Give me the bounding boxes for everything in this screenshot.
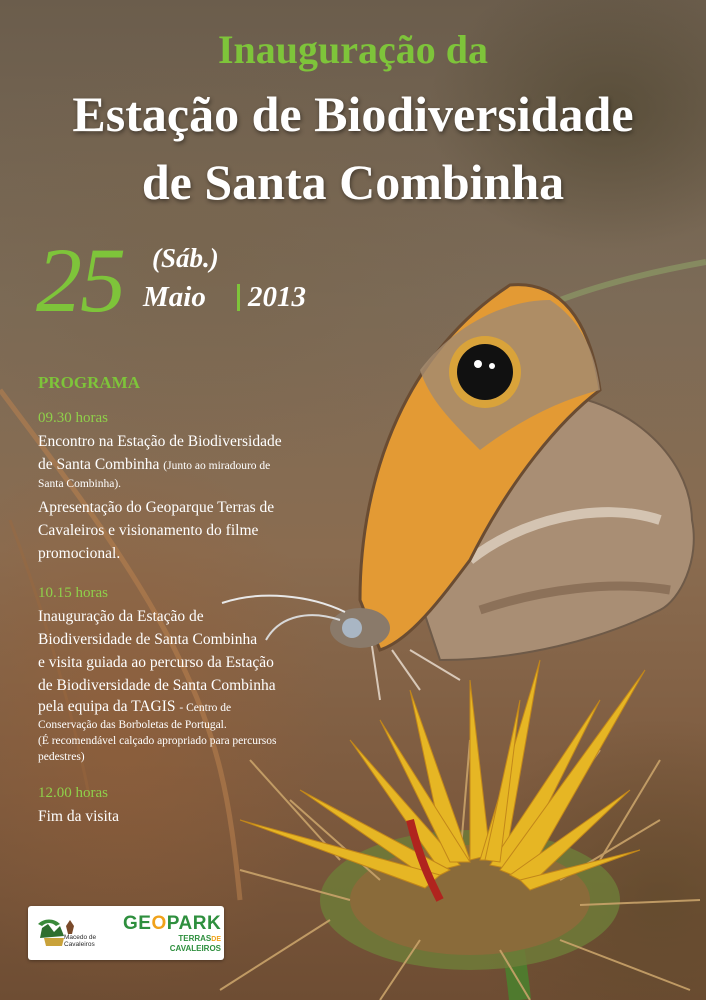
slot-line: Apresentação do Geoparque Terras de	[38, 499, 275, 516]
slot-line-note: Conservação das Borboletas de Portugal.	[38, 719, 227, 731]
slot-line: Fim da visita	[38, 808, 119, 825]
slot-line-note: - Centro de	[179, 702, 232, 714]
date-day: 25	[36, 229, 124, 331]
slot-line-note: Santa Combinha).	[38, 478, 122, 490]
slot-line-text: de Santa Combinha	[38, 456, 160, 473]
geopark-logo	[123, 913, 221, 935]
slot-line	[38, 697, 348, 717]
program-slot-1015	[38, 583, 348, 765]
geopark-cavaleiros: CAVALEIROS	[169, 944, 221, 953]
slot-line-note: (Junto ao miradouro de	[163, 460, 271, 472]
geopark-ge: GE	[123, 913, 152, 934]
date-weekday: (Sáb.)	[152, 243, 219, 273]
slot-line	[38, 453, 348, 476]
program-section	[38, 372, 348, 846]
geopark-terras: TERRAS	[178, 934, 212, 943]
slot-line: e visita guiada ao percurso da Estação	[38, 654, 274, 671]
slot-line: Encontro na Estação de Biodiversidade	[38, 433, 282, 450]
slot-line-note: pedestres)	[38, 751, 85, 763]
date-separator	[237, 284, 240, 311]
sponsor-logos	[28, 906, 224, 960]
date-month: Maio	[143, 281, 206, 313]
geopark-de: DE	[211, 936, 221, 943]
geopark-subtitle	[169, 934, 221, 953]
geopark-o: O	[151, 913, 167, 934]
program-heading: PROGRAMA	[38, 373, 140, 392]
slot-time: 10.15 horas	[38, 585, 108, 601]
macedo-de-cavaleiros-label: Macedo de Cavaleiros	[64, 934, 97, 948]
geopark-park: PARK	[166, 913, 222, 934]
slot-time: 12.00 horas	[38, 785, 108, 801]
slot-line: Cavaleiros e visionamento do filme	[38, 522, 259, 539]
date-year: 2013	[248, 281, 306, 313]
slot-line-note: (É recomendável calçado apropriado para percursos	[38, 735, 277, 747]
slot-line: promocional.	[38, 545, 121, 562]
page-title	[0, 80, 706, 216]
slot-line: de Biodiversidade de Santa Combinha	[38, 677, 276, 694]
slot-time: 09.30 horas	[38, 410, 108, 426]
title-line-santa-combinha: de Santa Combinha	[141, 154, 565, 210]
slot-line-text: pela equipa da TAGIS	[38, 698, 176, 715]
slot-line: Biodiversidade de Santa Combinha	[38, 631, 258, 648]
program-slot-1200	[38, 783, 348, 828]
title-line-inauguracao: Inauguração da	[217, 27, 489, 72]
program-slot-0930	[38, 408, 348, 565]
slot-line: Inauguração da Estação de	[38, 608, 204, 625]
title-line-estacao: Estação de Biodiversidade	[72, 86, 634, 142]
